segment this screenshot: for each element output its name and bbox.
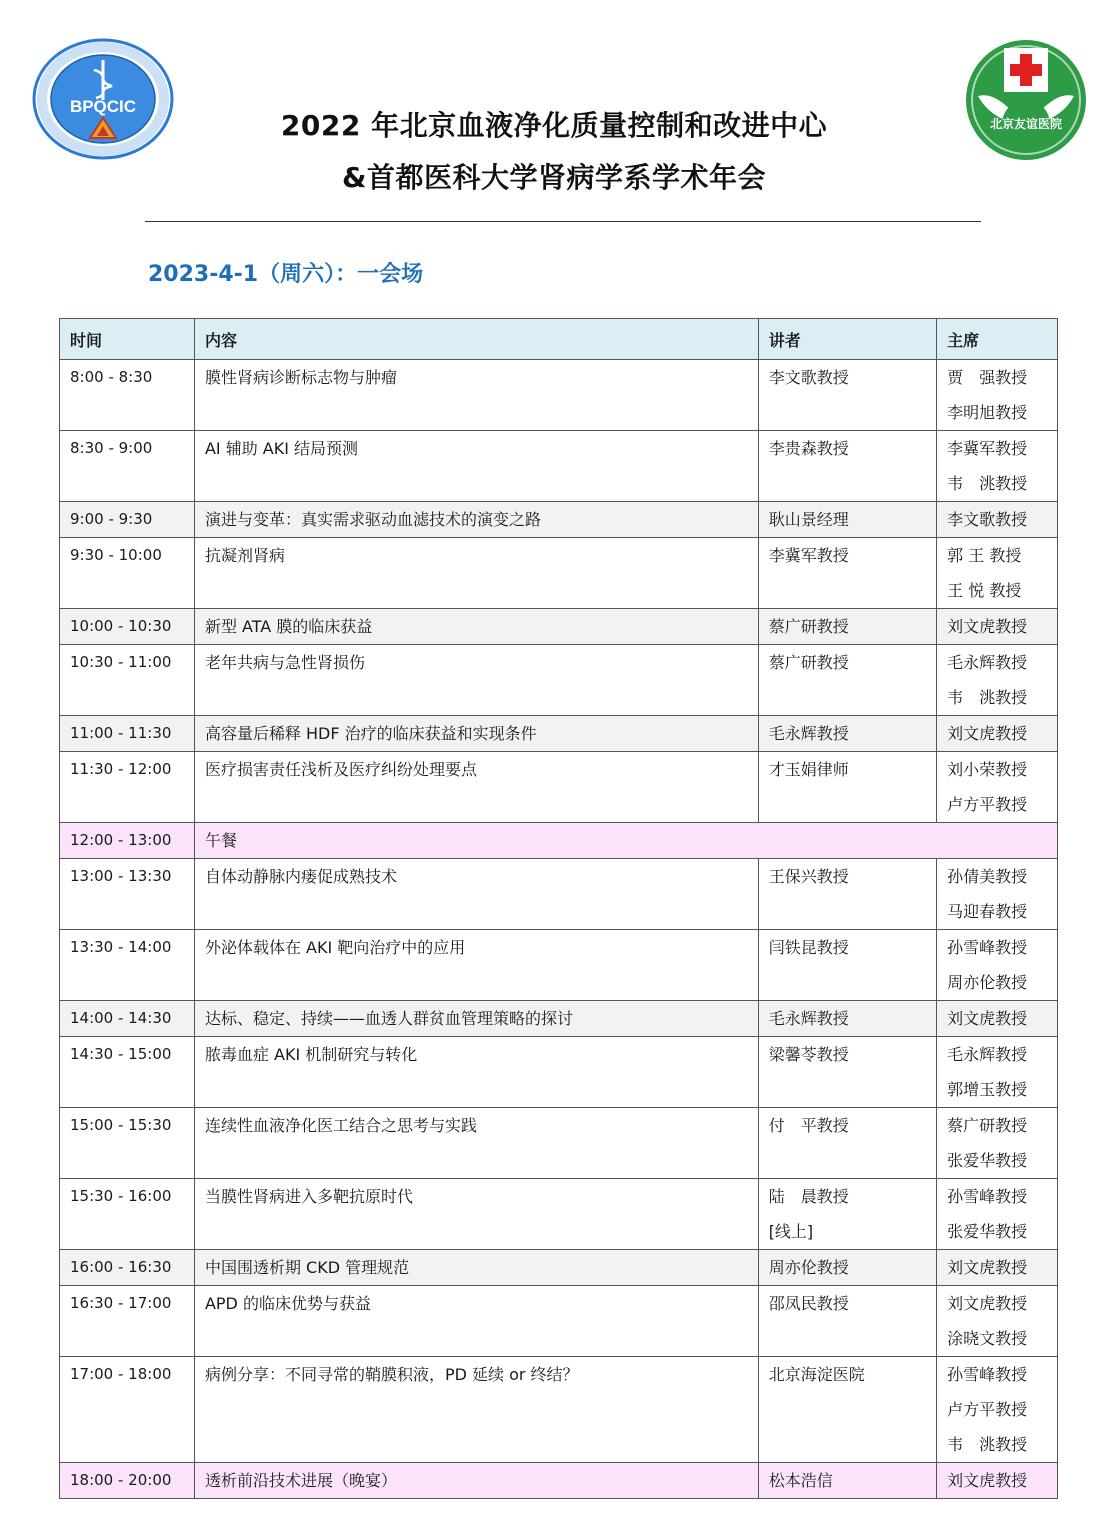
chair-name: 张爱华教授: [947, 1222, 1028, 1241]
time-cell: [60, 1286, 195, 1357]
table-row: [60, 1286, 1058, 1357]
content-cell: [194, 823, 1057, 859]
chair-name: 韦 洮教授: [947, 1435, 1028, 1454]
chair-cell: [937, 1357, 1058, 1463]
content-text: 病例分享：不同寻常的鞘膜积液，PD 延续 or 终结？: [204, 1365, 579, 1384]
chair-cell: [937, 609, 1058, 645]
chair-name: 孙倩美教授: [947, 867, 1028, 886]
content-cell: [194, 752, 758, 823]
speaker-name: 李贵森教授: [768, 439, 849, 458]
chair-name: 孙雪峰教授: [947, 938, 1028, 957]
speaker-name: 蔡广研教授: [768, 653, 849, 672]
time-text: 9:00 - 9:30: [70, 510, 153, 528]
chair-cell: [937, 1001, 1058, 1037]
speaker-name: 才玉娟律师: [768, 760, 849, 779]
time-cell: [60, 823, 195, 859]
speaker-name: 北京海淀医院: [768, 1365, 865, 1384]
content-cell: [194, 502, 758, 538]
speaker-name: [线上]: [768, 1222, 814, 1241]
time-text: 9:30 - 10:00: [70, 546, 162, 564]
content-cell: [194, 645, 758, 716]
time-cell: [60, 1179, 195, 1250]
time-cell: [60, 1108, 195, 1179]
speaker-cell: [758, 1179, 936, 1250]
time-text: 14:30 - 15:00: [70, 1045, 172, 1063]
title-divider: [145, 221, 981, 222]
session-title: 2023-4-1（周六）：一会场: [148, 262, 424, 287]
speaker-name: 王保兴教授: [768, 867, 849, 886]
speaker-cell: [758, 1108, 936, 1179]
content-cell: [194, 538, 758, 609]
table-row: [60, 538, 1058, 609]
chair-name: 毛永辉教授: [947, 653, 1028, 672]
chair-cell: [937, 752, 1058, 823]
speaker-name: 李文歌教授: [768, 368, 849, 387]
table-row: [60, 609, 1058, 645]
time-text: 11:30 - 12:00: [70, 760, 172, 778]
chair-name: 贾 强教授: [947, 368, 1028, 387]
table-row: [60, 1250, 1058, 1286]
table-row: [60, 823, 1058, 859]
chair-name: 李明旭教授: [947, 403, 1028, 422]
time-text: 11:00 - 11:30: [70, 724, 172, 742]
time-text: 15:30 - 16:00: [70, 1187, 172, 1205]
table-row: [60, 1037, 1058, 1108]
time-cell: [60, 360, 195, 431]
content-text: 午餐: [204, 831, 237, 850]
time-cell: [60, 1037, 195, 1108]
content-text: AI 辅助 AKI 结局预测: [204, 439, 359, 458]
table-row: [60, 752, 1058, 823]
table-row: [60, 502, 1058, 538]
content-cell: [194, 930, 758, 1001]
speaker-name: 邵凤民教授: [768, 1294, 849, 1313]
table-row: [60, 1108, 1058, 1179]
speaker-name: 李冀军教授: [768, 546, 849, 565]
chair-cell: [937, 716, 1058, 752]
chair-name: 刘文虎教授: [947, 617, 1028, 636]
bpqcic-logo-text: BPQCIC: [69, 97, 137, 116]
table-row: [60, 930, 1058, 1001]
chair-name: 郭增玉教授: [947, 1080, 1028, 1099]
chair-name: 李文歌教授: [947, 510, 1028, 529]
time-text: 16:30 - 17:00: [70, 1294, 172, 1312]
chair-name: 刘文虎教授: [947, 724, 1028, 743]
time-cell: [60, 752, 195, 823]
speaker-cell: [758, 1250, 936, 1286]
time-text: 12:00 - 13:00: [70, 831, 172, 849]
content-text: 膜性肾病诊断标志物与肿瘤: [204, 368, 397, 387]
header-speaker: 讲者: [758, 319, 936, 360]
table-row: [60, 716, 1058, 752]
table-row: [60, 859, 1058, 930]
content-text: 医疗损害责任浅析及医疗纠纷处理要点: [204, 760, 477, 779]
content-cell: [194, 716, 758, 752]
speaker-name: 付 平教授: [768, 1116, 849, 1135]
content-cell: [194, 609, 758, 645]
table-header-row: [60, 319, 1058, 360]
time-cell: [60, 716, 195, 752]
content-cell: [194, 1179, 758, 1250]
content-cell: [194, 1250, 758, 1286]
speaker-cell: [758, 538, 936, 609]
chair-cell: [937, 1250, 1058, 1286]
chair-name: 毛永辉教授: [947, 1045, 1028, 1064]
content-cell: [194, 1108, 758, 1179]
speaker-cell: [758, 431, 936, 502]
schedule-table: [59, 318, 1058, 1499]
chair-name: 刘文虎教授: [947, 1471, 1028, 1490]
chair-name: 涂晓文教授: [947, 1329, 1028, 1348]
chair-name: 刘文虎教授: [947, 1258, 1028, 1277]
speaker-cell: [758, 1357, 936, 1463]
speaker-cell: [758, 930, 936, 1001]
content-cell: [194, 360, 758, 431]
header-content: 内容: [194, 319, 758, 360]
chair-cell: [937, 930, 1058, 1001]
time-cell: [60, 1357, 195, 1463]
chair-name: 卢方平教授: [947, 1400, 1028, 1419]
time-cell: [60, 1001, 195, 1037]
time-text: 13:00 - 13:30: [70, 867, 172, 885]
speaker-name: 毛永辉教授: [768, 724, 849, 743]
time-text: 14:00 - 14:30: [70, 1009, 172, 1027]
chair-cell: [937, 859, 1058, 930]
speaker-cell: [758, 1463, 936, 1499]
time-cell: [60, 1250, 195, 1286]
chair-cell: [937, 502, 1058, 538]
speaker-name: 毛永辉教授: [768, 1009, 849, 1028]
content-text: 自体动静脉内瘘促成熟技术: [204, 867, 397, 886]
hospital-logo-text: 北京友谊医院: [989, 117, 1063, 131]
time-cell: [60, 609, 195, 645]
content-text: APD 的临床优势与获益: [204, 1294, 371, 1313]
chair-name: 韦 洮教授: [947, 474, 1028, 493]
speaker-name: 蔡广研教授: [768, 617, 849, 636]
speaker-cell: [758, 859, 936, 930]
content-cell: [194, 1001, 758, 1037]
speaker-name: 陆 晨教授: [768, 1187, 849, 1206]
header-time: 时间: [60, 319, 195, 360]
content-text: 抗凝剂肾病: [204, 546, 285, 565]
chair-name: 孙雪峰教授: [947, 1187, 1028, 1206]
speaker-cell: [758, 1001, 936, 1037]
content-text: 老年共病与急性肾损伤: [204, 653, 365, 672]
table-row: [60, 645, 1058, 716]
time-cell: [60, 431, 195, 502]
content-text: 达标、稳定、持续——血透人群贫血管理策略的探讨: [204, 1009, 573, 1028]
chair-name: 王 悦 教授: [947, 581, 1022, 600]
header-chair: 主席: [937, 319, 1058, 360]
chair-name: 张爱华教授: [947, 1151, 1028, 1170]
chair-name: 郭 王 教授: [947, 546, 1022, 565]
speaker-name: 周亦伦教授: [768, 1258, 849, 1277]
time-text: 16:00 - 16:30: [70, 1258, 172, 1276]
content-text: 外泌体载体在 AKI 靶向治疗中的应用: [204, 938, 466, 957]
chair-name: 李冀军教授: [947, 439, 1028, 458]
time-text: 17:00 - 18:00: [70, 1365, 172, 1383]
chair-cell: [937, 360, 1058, 431]
content-text: 新型 ATA 膜的临床获益: [204, 617, 373, 636]
speaker-cell: [758, 645, 936, 716]
time-text: 18:00 - 20:00: [70, 1471, 172, 1489]
chair-cell: [937, 645, 1058, 716]
time-text: 10:00 - 10:30: [70, 617, 172, 635]
chair-cell: [937, 1286, 1058, 1357]
speaker-name: 耿山景经理: [768, 510, 849, 529]
speaker-cell: [758, 752, 936, 823]
page-title-line1: 2022 年北京血液净化质量控制和改进中心: [280, 109, 828, 142]
time-text: 13:30 - 14:00: [70, 938, 172, 956]
time-text: 8:00 - 8:30: [70, 368, 153, 386]
content-cell: [194, 1463, 758, 1499]
speaker-cell: [758, 360, 936, 431]
time-cell: [60, 930, 195, 1001]
table-row: [60, 1463, 1058, 1499]
speaker-cell: [758, 1037, 936, 1108]
content-cell: [194, 1286, 758, 1357]
content-cell: [194, 1357, 758, 1463]
chair-name: 刘小荣教授: [947, 760, 1028, 779]
chair-cell: [937, 1108, 1058, 1179]
chair-name: 刘文虎教授: [947, 1294, 1028, 1313]
content-text: 演进与变革：真实需求驱动血滤技术的演变之路: [204, 510, 541, 529]
chair-cell: [937, 538, 1058, 609]
page-title-line2: &首都医科大学肾病学系学术年会: [342, 161, 766, 194]
content-text: 脓毒血症 AKI 机制研究与转化: [204, 1045, 418, 1064]
content-text: 透析前沿技术进展（晚宴）: [204, 1471, 397, 1490]
time-text: 8:30 - 9:00: [70, 439, 153, 457]
content-text: 高容量后稀释 HDF 治疗的临床获益和实现条件: [204, 724, 537, 743]
content-text: 当膜性肾病进入多靶抗原时代: [204, 1187, 413, 1206]
table-row: [60, 360, 1058, 431]
table-row: [60, 1179, 1058, 1250]
content-text: 中国围透析期 CKD 管理规范: [204, 1258, 410, 1277]
time-cell: [60, 645, 195, 716]
chair-name: 周亦伦教授: [947, 973, 1028, 992]
speaker-cell: [758, 716, 936, 752]
chair-name: 孙雪峰教授: [947, 1365, 1028, 1384]
speaker-name: 梁馨苓教授: [768, 1045, 849, 1064]
schedule-body: [60, 360, 1058, 1499]
chair-name: 卢方平教授: [947, 795, 1028, 814]
chair-name: 刘文虎教授: [947, 1009, 1028, 1028]
speaker-cell: [758, 609, 936, 645]
chair-name: 蔡广研教授: [947, 1116, 1028, 1135]
speaker-cell: [758, 502, 936, 538]
chair-cell: [937, 1037, 1058, 1108]
content-cell: [194, 1037, 758, 1108]
speaker-name: 闫铁昆教授: [768, 938, 849, 957]
table-row: [60, 1001, 1058, 1037]
time-cell: [60, 502, 195, 538]
time-text: 10:30 - 11:00: [70, 653, 172, 671]
content-text: 连续性血液净化医工结合之思考与实践: [204, 1116, 477, 1135]
table-row: [60, 1357, 1058, 1463]
time-text: 15:00 - 15:30: [70, 1116, 172, 1134]
speaker-name: 松本浩信: [768, 1471, 833, 1490]
chair-name: 韦 洮教授: [947, 688, 1028, 707]
chair-cell: [937, 1463, 1058, 1499]
time-cell: [60, 538, 195, 609]
content-cell: [194, 859, 758, 930]
time-cell: [60, 1463, 195, 1499]
table-row: [60, 431, 1058, 502]
chair-cell: [937, 431, 1058, 502]
time-cell: [60, 859, 195, 930]
chair-name: 马迎春教授: [947, 902, 1028, 921]
chair-cell: [937, 1179, 1058, 1250]
speaker-cell: [758, 1286, 936, 1357]
content-cell: [194, 431, 758, 502]
